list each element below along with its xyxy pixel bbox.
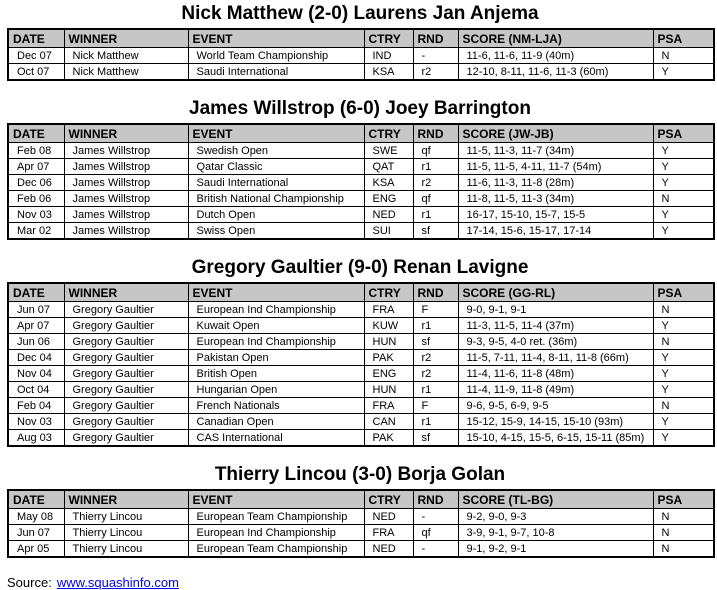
rnd-cell: qf [413, 191, 458, 207]
table-row [8, 334, 714, 350]
winner-cell: Gregory Gaultier [64, 366, 188, 382]
rnd-column-header: RND [413, 490, 458, 509]
score-cell: 17-14, 15-6, 15-17, 17-14 [458, 223, 653, 240]
match-section [0, 464, 717, 558]
psa-cell: N [653, 541, 714, 558]
table-row [8, 143, 714, 159]
table-row [8, 64, 714, 81]
psa-cell: Y [653, 64, 714, 81]
ctry-cell: NED [364, 541, 413, 558]
psa-cell: Y [653, 175, 714, 191]
winner-cell: Gregory Gaultier [64, 350, 188, 366]
table-row [8, 414, 714, 430]
event-cell: Kuwait Open [188, 318, 364, 334]
psa-cell: N [653, 302, 714, 318]
score-cell: 11-5, 7-11, 11-4, 8-11, 11-8 (66m) [458, 350, 653, 366]
date-cell: Apr 07 [8, 318, 64, 334]
winner-cell: Thierry Lincou [64, 541, 188, 558]
rnd-cell: sf [413, 223, 458, 240]
winner-cell: Thierry Lincou [64, 525, 188, 541]
rnd-cell: r1 [413, 382, 458, 398]
psa-cell: Y [653, 159, 714, 175]
event-cell: Qatar Classic [188, 159, 364, 175]
event-cell: Saudi International [188, 64, 364, 81]
winner-column-header: WINNER [64, 490, 188, 509]
winner-cell: Gregory Gaultier [64, 334, 188, 350]
table-row [8, 175, 714, 191]
psa-cell: N [653, 334, 714, 350]
score-cell: 11-6, 11-3, 11-8 (28m) [458, 175, 653, 191]
table-row [8, 398, 714, 414]
winner-column-header: WINNER [64, 124, 188, 143]
date-cell: Dec 07 [8, 48, 64, 64]
winner-cell: James Willstrop [64, 223, 188, 240]
rnd-column-header: RND [413, 29, 458, 48]
ctry-cell: SUI [364, 223, 413, 240]
rnd-cell: r1 [413, 207, 458, 223]
winner-cell: Gregory Gaultier [64, 430, 188, 447]
ctry-cell: SWE [364, 143, 413, 159]
table-row [8, 207, 714, 223]
score-cell: 11-4, 11-6, 11-8 (48m) [458, 366, 653, 382]
date-cell: Jun 06 [8, 334, 64, 350]
score-column-header: SCORE (NM-LJA) [458, 29, 653, 48]
winner-cell: Gregory Gaultier [64, 302, 188, 318]
event-cell: Pakistan Open [188, 350, 364, 366]
date-cell: Dec 06 [8, 175, 64, 191]
table-row [8, 382, 714, 398]
winner-column-header: WINNER [64, 29, 188, 48]
table-row [8, 430, 714, 447]
rnd-cell: - [413, 541, 458, 558]
rnd-cell: sf [413, 430, 458, 447]
score-cell: 9-0, 9-1, 9-1 [458, 302, 653, 318]
rnd-column-header: RND [413, 124, 458, 143]
table-row [8, 541, 714, 558]
ctry-cell: PAK [364, 430, 413, 447]
table-row [8, 318, 714, 334]
event-column-header: EVENT [188, 124, 364, 143]
winner-cell: Gregory Gaultier [64, 414, 188, 430]
table-row [8, 525, 714, 541]
rnd-cell: r2 [413, 175, 458, 191]
psa-cell: N [653, 191, 714, 207]
date-cell: Jun 07 [8, 525, 64, 541]
rnd-cell: sf [413, 334, 458, 350]
rnd-column-header: RND [413, 283, 458, 302]
sections-container [0, 3, 717, 558]
table-row [8, 509, 714, 525]
score-cell: 11-6, 11-6, 11-9 (40m) [458, 48, 653, 64]
event-cell: European Team Championship [188, 509, 364, 525]
rnd-cell: - [413, 48, 458, 64]
ctry-cell: ENG [364, 191, 413, 207]
date-column-header: DATE [8, 29, 64, 48]
rnd-cell: r1 [413, 318, 458, 334]
score-cell: 11-8, 11-5, 11-3 (34m) [458, 191, 653, 207]
event-cell: Hungarian Open [188, 382, 364, 398]
date-cell: Nov 04 [8, 366, 64, 382]
match-section [0, 3, 717, 81]
score-cell: 11-5, 11-5, 4-11, 11-7 (54m) [458, 159, 653, 175]
rnd-cell: F [413, 302, 458, 318]
score-column-header: SCORE (GG-RL) [458, 283, 653, 302]
score-column-header: SCORE (JW-JB) [458, 124, 653, 143]
winner-cell: James Willstrop [64, 159, 188, 175]
source-label: Source: [7, 575, 52, 590]
score-cell: 11-3, 11-5, 11-4 (37m) [458, 318, 653, 334]
event-column-header: EVENT [188, 490, 364, 509]
score-cell: 3-9, 9-1, 9-7, 10-8 [458, 525, 653, 541]
psa-cell: Y [653, 318, 714, 334]
match-section [0, 98, 717, 240]
date-cell: Dec 04 [8, 350, 64, 366]
date-cell: May 08 [8, 509, 64, 525]
winner-cell: James Willstrop [64, 207, 188, 223]
score-cell: 16-17, 15-10, 15-7, 15-5 [458, 207, 653, 223]
date-cell: Feb 06 [8, 191, 64, 207]
score-cell: 9-3, 9-5, 4-0 ret. (36m) [458, 334, 653, 350]
ctry-cell: HUN [364, 382, 413, 398]
date-cell: Apr 07 [8, 159, 64, 175]
results-table [7, 489, 715, 558]
date-column-header: DATE [8, 124, 64, 143]
winner-cell: James Willstrop [64, 143, 188, 159]
psa-column-header: PSA [653, 283, 714, 302]
psa-cell: Y [653, 382, 714, 398]
event-column-header: EVENT [188, 283, 364, 302]
winner-cell: Nick Matthew [64, 48, 188, 64]
event-cell: Canadian Open [188, 414, 364, 430]
ctry-cell: FRA [364, 302, 413, 318]
psa-cell: N [653, 509, 714, 525]
winner-cell: Nick Matthew [64, 64, 188, 81]
ctry-column-header: CTRY [364, 490, 413, 509]
results-table [7, 123, 715, 240]
event-cell: Swiss Open [188, 223, 364, 240]
winner-column-header: WINNER [64, 283, 188, 302]
event-cell: CAS International [188, 430, 364, 447]
date-cell: Feb 08 [8, 143, 64, 159]
event-cell: European Team Championship [188, 541, 364, 558]
ctry-column-header: CTRY [364, 124, 413, 143]
date-cell: Feb 04 [8, 398, 64, 414]
event-cell: Dutch Open [188, 207, 364, 223]
header-row [8, 124, 714, 143]
score-cell: 11-4, 11-9, 11-8 (49m) [458, 382, 653, 398]
match-section [0, 257, 717, 447]
winner-cell: Gregory Gaultier [64, 318, 188, 334]
table-row [8, 350, 714, 366]
ctry-cell: ENG [364, 366, 413, 382]
results-table [7, 282, 715, 447]
ctry-cell: CAN [364, 414, 413, 430]
psa-cell: Y [653, 207, 714, 223]
date-column-header: DATE [8, 490, 64, 509]
psa-cell: Y [653, 350, 714, 366]
psa-cell: Y [653, 223, 714, 240]
table-row [8, 159, 714, 175]
event-cell: World Team Championship [188, 48, 364, 64]
rnd-cell: qf [413, 143, 458, 159]
winner-cell: James Willstrop [64, 175, 188, 191]
event-cell: European Ind Championship [188, 525, 364, 541]
score-cell: 9-6, 9-5, 6-9, 9-5 [458, 398, 653, 414]
score-cell: 11-5, 11-3, 11-7 (34m) [458, 143, 653, 159]
score-cell: 15-10, 4-15, 15-5, 6-15, 15-11 (85m) [458, 430, 653, 447]
ctry-column-header: CTRY [364, 283, 413, 302]
source-link[interactable]: www.squashinfo.com [56, 575, 179, 590]
date-cell: Oct 07 [8, 64, 64, 81]
psa-cell: N [653, 525, 714, 541]
header-row [8, 490, 714, 509]
date-cell: Jun 07 [8, 302, 64, 318]
psa-column-header: PSA [653, 29, 714, 48]
score-cell: 9-2, 9-0, 9-3 [458, 509, 653, 525]
score-cell: 12-10, 8-11, 11-6, 11-3 (60m) [458, 64, 653, 81]
table-row [8, 223, 714, 240]
date-cell: Aug 03 [8, 430, 64, 447]
score-cell: 9-1, 9-2, 9-1 [458, 541, 653, 558]
section-title: Gregory Gaultier (9-0) Renan Lavigne [191, 257, 529, 278]
rnd-cell: r2 [413, 64, 458, 81]
date-cell: Apr 05 [8, 541, 64, 558]
date-cell: Mar 02 [8, 223, 64, 240]
winner-cell: Gregory Gaultier [64, 398, 188, 414]
date-cell: Oct 04 [8, 382, 64, 398]
ctry-cell: NED [364, 509, 413, 525]
date-column-header: DATE [8, 283, 64, 302]
ctry-cell: QAT [364, 159, 413, 175]
rnd-cell: r2 [413, 350, 458, 366]
winner-cell: Thierry Lincou [64, 509, 188, 525]
ctry-cell: NED [364, 207, 413, 223]
rnd-cell: qf [413, 525, 458, 541]
section-title: James Willstrop (6-0) Joey Barrington [189, 98, 531, 119]
rnd-cell: r2 [413, 366, 458, 382]
table-row [8, 302, 714, 318]
psa-cell: N [653, 398, 714, 414]
event-cell: European Ind Championship [188, 302, 364, 318]
event-cell: British National Championship [188, 191, 364, 207]
table-row [8, 191, 714, 207]
ctry-cell: HUN [364, 334, 413, 350]
ctry-cell: PAK [364, 350, 413, 366]
psa-cell: N [653, 48, 714, 64]
rnd-cell: r1 [413, 159, 458, 175]
ctry-cell: FRA [364, 398, 413, 414]
rnd-cell: r1 [413, 414, 458, 430]
psa-column-header: PSA [653, 490, 714, 509]
psa-column-header: PSA [653, 124, 714, 143]
header-row [8, 29, 714, 48]
section-title: Thierry Lincou (3-0) Borja Golan [214, 464, 506, 485]
psa-cell: Y [653, 414, 714, 430]
event-cell: European Ind Championship [188, 334, 364, 350]
header-row [8, 283, 714, 302]
psa-cell: Y [653, 430, 714, 447]
event-column-header: EVENT [188, 29, 364, 48]
ctry-cell: KSA [364, 175, 413, 191]
table-row [8, 48, 714, 64]
winner-cell: Gregory Gaultier [64, 382, 188, 398]
winner-cell: James Willstrop [64, 191, 188, 207]
psa-cell: Y [653, 366, 714, 382]
table-row [8, 366, 714, 382]
event-cell: French Nationals [188, 398, 364, 414]
event-cell: British Open [188, 366, 364, 382]
ctry-cell: KSA [364, 64, 413, 81]
ctry-cell: FRA [364, 525, 413, 541]
score-column-header: SCORE (TL-BG) [458, 490, 653, 509]
results-table [7, 28, 715, 81]
ctry-cell: KUW [364, 318, 413, 334]
date-cell: Nov 03 [8, 414, 64, 430]
ctry-cell: IND [364, 48, 413, 64]
rnd-cell: - [413, 509, 458, 525]
date-cell: Nov 03 [8, 207, 64, 223]
event-cell: Swedish Open [188, 143, 364, 159]
event-cell: Saudi International [188, 175, 364, 191]
source-line [7, 575, 717, 590]
ctry-column-header: CTRY [364, 29, 413, 48]
score-cell: 15-12, 15-9, 14-15, 15-10 (93m) [458, 414, 653, 430]
rnd-cell: F [413, 398, 458, 414]
psa-cell: Y [653, 143, 714, 159]
section-title: Nick Matthew (2-0) Laurens Jan Anjema [181, 3, 539, 24]
